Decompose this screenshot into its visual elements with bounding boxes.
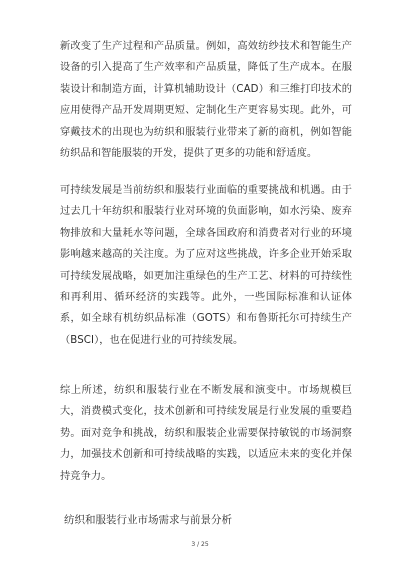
page-number: 3 / 25 xyxy=(191,541,209,548)
body-paragraph-2: 可持续发展是当前纺织和服装行业面临的重要挑战和机遇。由于过去几十年纺织和服装行业对环境的负面影响，如水污染、废弃物排放和大量耗水等问题，全球各国政府和消费者对行业的环境影响越来越高的关注度。为了应对这些挑战，许多企业开始采取可持续发展战略，如更加注重绿色的生产工艺、材料的可持续性和再利用、循环经济的实践等。此外，一些国际标准和认证体系，如全球有机纺织品标准（GOTS）和布鲁斯托尔可持续生产（BSCI），也在促进行业的可持续发展。 xyxy=(60,185,352,346)
body-paragraph-1: 新改变了生产过程和产品质量。例如，高效纺纱技术和智能生产设备的引入提高了生产效率和产品质量，降低了生产成本。在服装设计和制造方面，计算机辅助设计（CAD）和三维打印技术的应用使得产品开发周期更短、定制化生产更容易实现。此外，可穿戴技术的出现也为纺织和服装行业带来了新的商机，例如智能纺织品和智能服装的开发，提供了更多的功能和舒适度。 xyxy=(60,41,352,160)
section-heading: 纺织和服装行业市场需求与前景分析 xyxy=(64,514,232,526)
body-paragraph-3: 综上所述，纺织和服装行业在不断发展和演变中。市场规模巨大，消费模式变化，技术创新和可持续发展是行业发展的重要趋势。面对竞争和挑战，纺织和服装企业需要保持敏锐的市场洞察力，加强技术创新和可持续战略的实践，以适应未来的变化并保持竞争力。 xyxy=(60,385,352,482)
